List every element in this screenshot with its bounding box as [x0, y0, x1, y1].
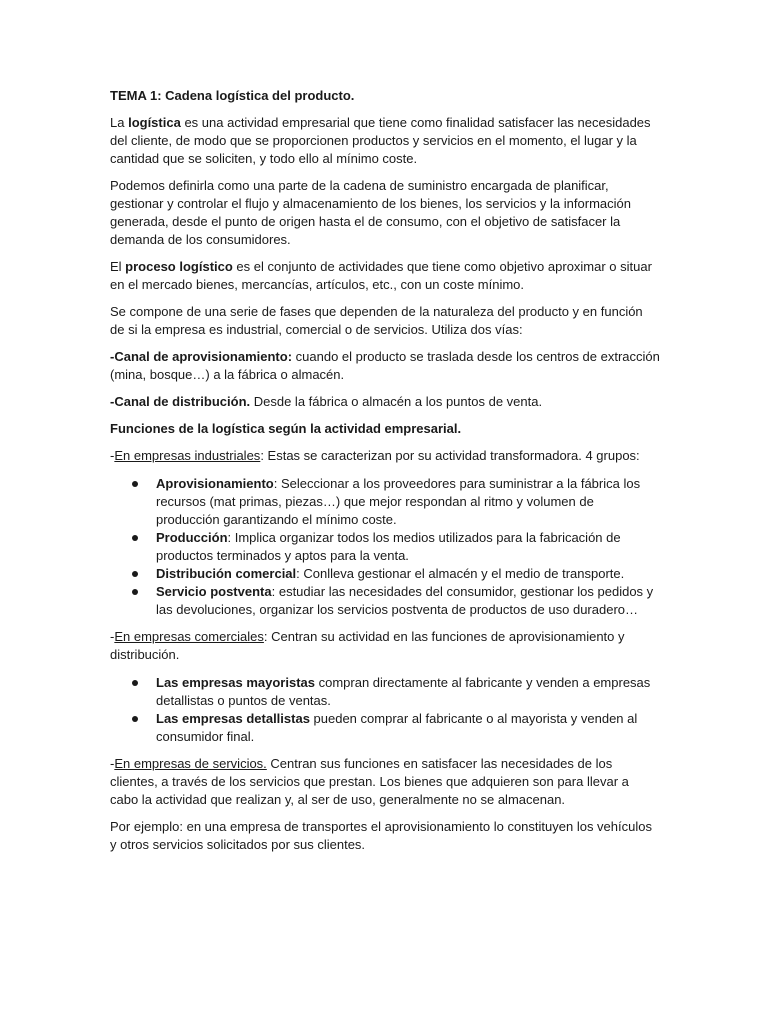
- term-canal-aprovisionamiento: -Canal de aprovisionamiento:: [110, 349, 293, 364]
- document-body: [110, 87, 660, 863]
- text: : Estas se caracterizan por su actividad transformadora. 4 grupos:: [260, 448, 640, 463]
- text: -: [110, 629, 115, 644]
- text: -: [110, 756, 115, 771]
- text: : Centran su actividad en las funciones de aprovisionamiento y distribución.: [110, 629, 625, 662]
- term-logistica: logística: [128, 115, 181, 130]
- bullet-icon: [132, 481, 138, 487]
- text: -: [110, 448, 115, 463]
- list-item: [110, 529, 660, 565]
- underlined-term: En empresas comerciales: [114, 629, 264, 644]
- item-term: Producción: [156, 530, 228, 545]
- paragraph-canal-distribucion: [110, 393, 660, 411]
- paragraph-servicios: [110, 755, 660, 809]
- bullet-icon: [132, 680, 138, 686]
- item-text: : estudiar las necesidades del consumidor, gestionar los pedidos y las devoluciones, organizar los servicios postventa de productos de uso duradero…: [156, 584, 654, 617]
- item-text: compran directamente al fabricante y venden a empresas detallistas o puntos de ventas.: [156, 675, 651, 708]
- paragraph-fases: Se compone de una serie de fases que dependen de la naturaleza del producto y en función de si la empresa es industrial, comercial o de servicios. Utiliza dos vías:: [110, 304, 643, 337]
- paragraph-proceso-logistico: [110, 258, 660, 294]
- term-canal-distribucion: -Canal de distribución.: [110, 394, 251, 409]
- text: es el conjunto de actividades que tiene como objetivo aproximar o situar en el mercado bienes, mercancías, artículos, etc., con un coste mínimo.: [110, 259, 652, 292]
- section-heading-funciones: [110, 420, 660, 438]
- list-item: [110, 583, 660, 619]
- item-text: : Conlleva gestionar el almacén y el medio de transporte.: [296, 566, 625, 581]
- bullet-icon: [132, 589, 138, 595]
- item-term: Las empresas mayoristas: [156, 675, 315, 690]
- bullet-icon: [132, 571, 138, 577]
- paragraph-comerciales: [110, 628, 660, 664]
- bullet-icon: [132, 716, 138, 722]
- item-text: : Seleccionar a los proveedores para suministrar a la fábrica los recursos (mat primas, piezas…) que mejor respondan al ritmo y volumen de producción garantizando el mínimo coste.: [156, 476, 641, 527]
- text: El: [110, 259, 126, 274]
- bullet-icon: [132, 535, 138, 541]
- text: es una actividad empresarial que tiene como finalidad satisfacer las necesidades del cliente, de modo que se proporcionen productos y servicios en el momento, el lugar y la cantidad que se soliciten, y todo ello al mínimo coste.: [110, 115, 651, 166]
- item-term: Aprovisionamiento: [156, 476, 274, 491]
- text: Desde la fábrica o almacén a los puntos de venta.: [250, 394, 543, 409]
- list-item: [110, 475, 660, 529]
- list-item: [110, 674, 660, 710]
- item-term: Distribución comercial: [156, 566, 297, 581]
- term-proceso-logistico: proceso logístico: [125, 259, 233, 274]
- document-title: TEMA 1: Cadena logística del producto.: [110, 88, 355, 103]
- heading-text: Funciones de la logística según la actividad empresarial.: [110, 421, 462, 436]
- paragraph-ejemplo: Por ejemplo: en una empresa de transportes el aprovisionamiento lo constituyen los vehículos y otros servicios solicitados por sus clientes.: [110, 819, 652, 852]
- item-text: : Implica organizar todos los medios utilizados para la fabricación de productos terminados y aptos para la venta.: [156, 530, 621, 563]
- text: La: [110, 115, 129, 130]
- item-text: pueden comprar al fabricante o al mayorista y venden al consumidor final.: [156, 711, 638, 744]
- underlined-term: En empresas de servicios.: [114, 756, 267, 771]
- list-item: [110, 710, 660, 746]
- paragraph-logistica-definition: [110, 114, 660, 168]
- paragraph-supply-chain: Podemos definirla como una parte de la cadena de suministro encargada de planificar, gestionar y controlar el flujo y almacenamiento de los bienes, los servicios y la información generada, desde el punto de origen hasta el de consumo, con el objetivo de satisfacer la demanda de los consumidores.: [110, 178, 631, 247]
- list-item: [110, 565, 660, 583]
- underlined-term: En empresas industriales: [114, 448, 261, 463]
- paragraph-canal-aprovisionamiento: [110, 348, 660, 384]
- item-term: Servicio postventa: [156, 584, 272, 599]
- text: Centran sus funciones en satisfacer las necesidades de los clientes, a través de los servicios que prestan. Los bienes que adquieren son para llevar a cabo la actividad que realizan y, al ser de uso, generalmente no se almacenan.: [110, 756, 629, 807]
- list-industriales: [110, 475, 660, 619]
- text: cuando el producto se traslada desde los centros de extracción (mina, bosque…) a la fábrica o almacén.: [110, 349, 660, 382]
- list-comerciales: [110, 674, 660, 746]
- item-term: Las empresas detallistas: [156, 711, 310, 726]
- paragraph-industriales: [110, 447, 660, 465]
